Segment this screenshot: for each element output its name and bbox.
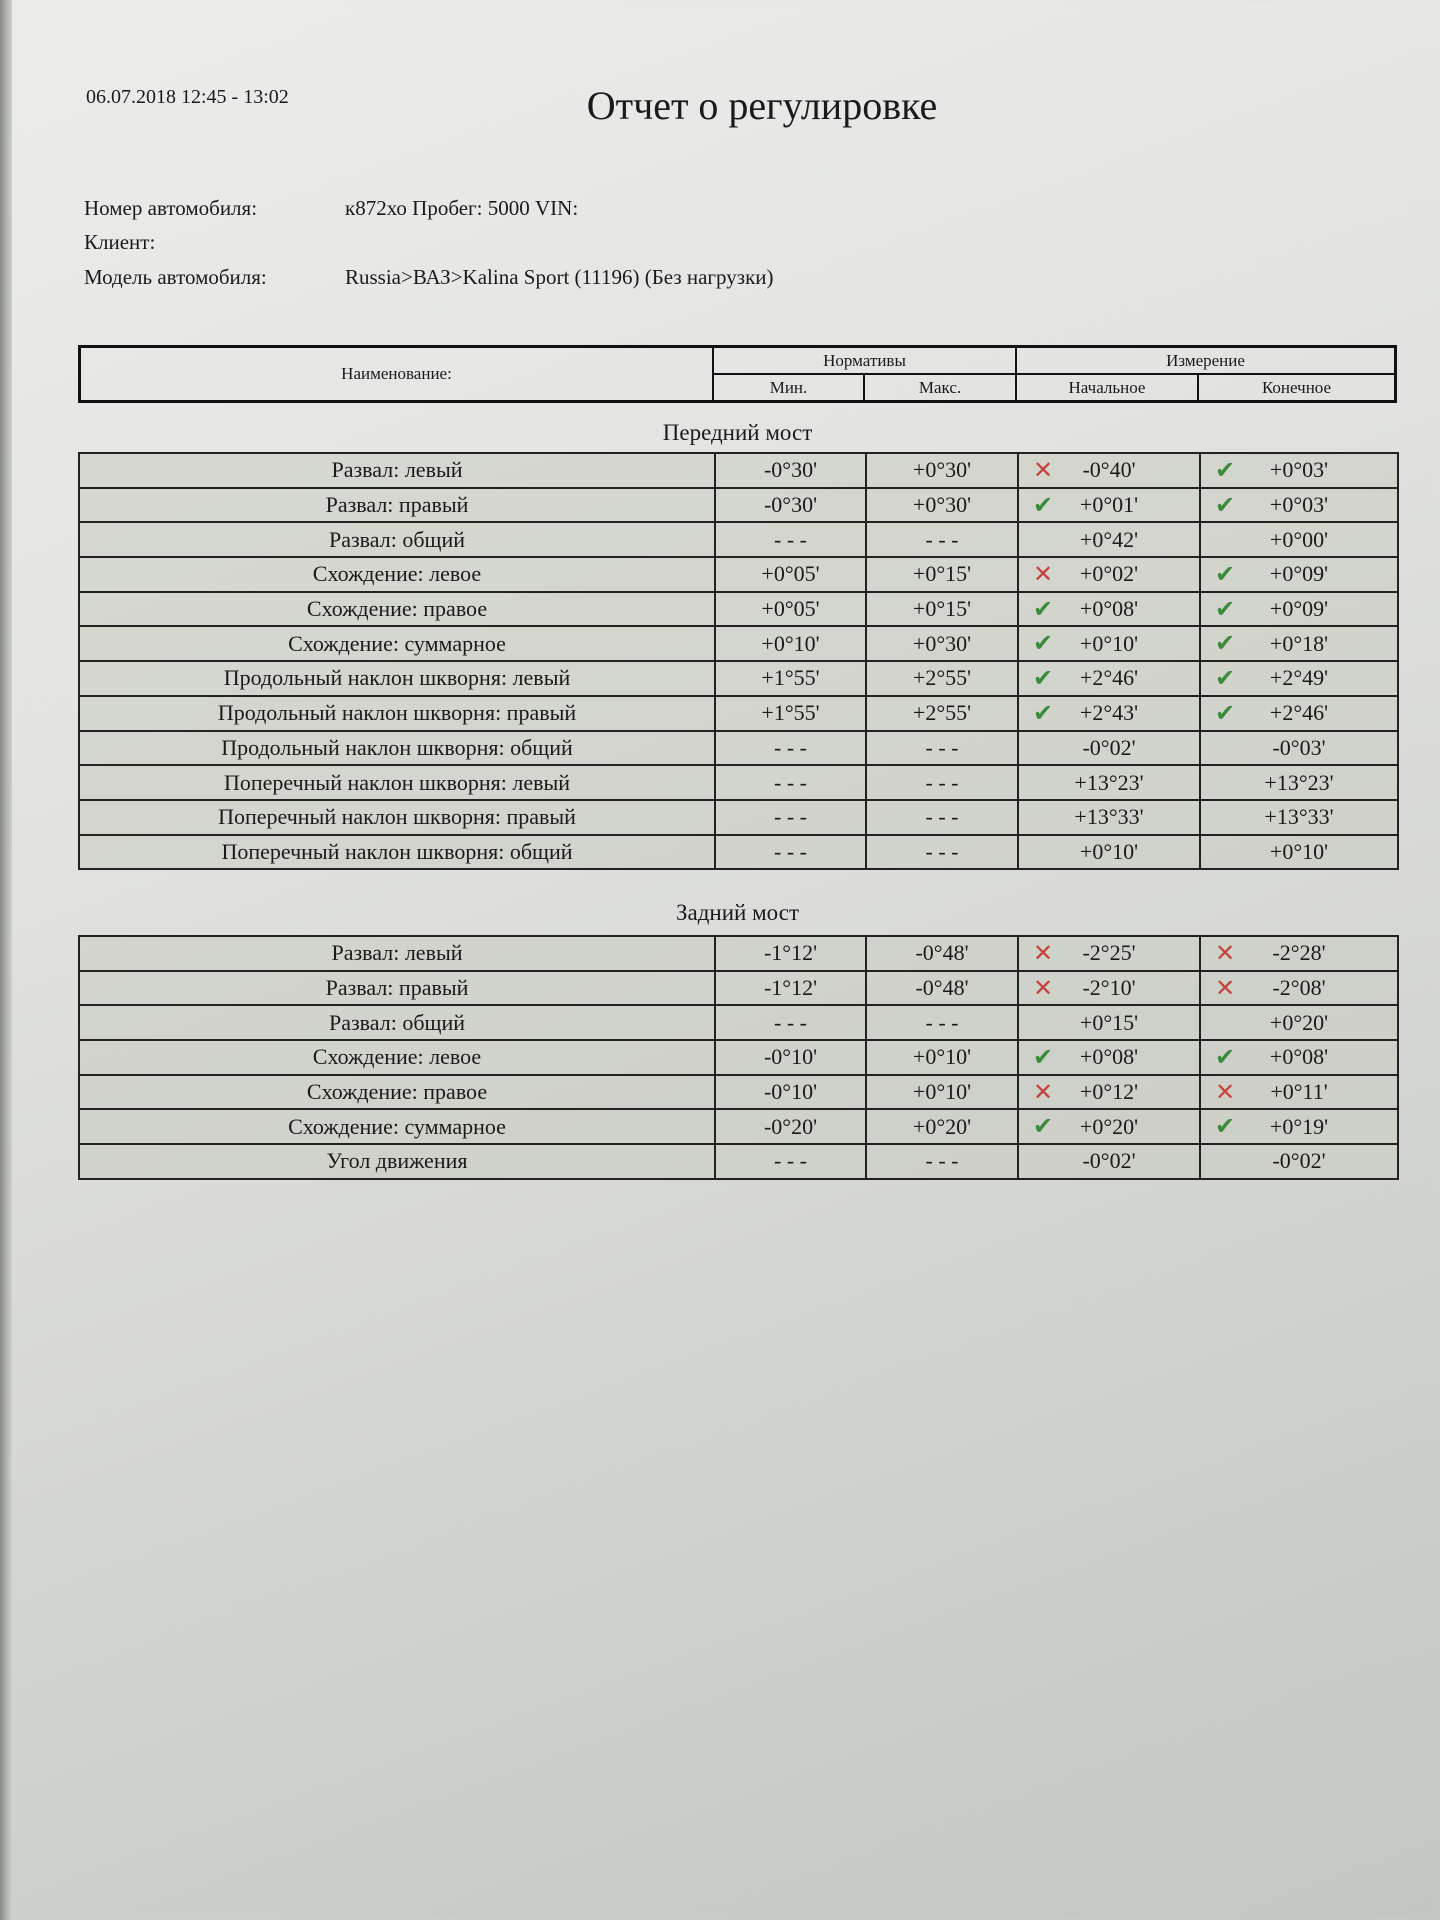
header-min: Мин. <box>714 375 865 400</box>
final-value <box>1200 971 1398 1006</box>
header-norms: Нормативы <box>714 348 1017 375</box>
final-text: +0°20' <box>1269 1009 1329 1035</box>
initial-value <box>1018 522 1200 557</box>
norm-min <box>715 522 866 557</box>
norm-min-text: - - - <box>774 734 807 760</box>
initial-text: +0°08' <box>1079 596 1139 622</box>
final-text: +0°09' <box>1269 561 1329 587</box>
table-row <box>79 453 1398 488</box>
param-name <box>79 765 715 800</box>
cross-icon: ✕ <box>1215 939 1236 967</box>
initial-value <box>1018 453 1200 488</box>
table-row <box>79 936 1398 971</box>
final-value <box>1200 835 1398 870</box>
norm-min-text: -0°20' <box>763 1113 818 1139</box>
table-row <box>79 488 1398 523</box>
initial-text: +0°42' <box>1079 526 1139 552</box>
check-icon: ✔ <box>1033 490 1054 519</box>
table-header <box>78 345 1397 403</box>
norm-max <box>866 557 1018 592</box>
initial-text: +0°12' <box>1079 1079 1139 1105</box>
param-name-text: Продольный наклон шкворня: левый <box>223 665 571 691</box>
param-name-text: Схождение: правое <box>306 596 488 622</box>
check-icon: ✔ <box>1215 1043 1236 1072</box>
norm-max <box>866 1075 1018 1110</box>
norm-min <box>715 488 866 523</box>
norm-max <box>866 592 1018 627</box>
norm-max-text: -0°48' <box>915 940 969 966</box>
header-final: Конечное <box>1261 377 1332 397</box>
param-name-text: Угол движения <box>326 1148 468 1174</box>
initial-value <box>1018 661 1200 696</box>
final-text: +0°00' <box>1269 526 1329 552</box>
initial-value <box>1018 1075 1200 1110</box>
param-name <box>79 1075 715 1110</box>
param-name <box>79 557 715 592</box>
norm-min-text: -1°12' <box>763 975 818 1001</box>
param-name-text: Схождение: правое <box>306 1079 488 1105</box>
norm-min-text: -0°30' <box>763 457 818 483</box>
final-value <box>1200 936 1398 971</box>
initial-text: +0°01' <box>1079 492 1139 518</box>
final-value <box>1200 765 1398 800</box>
norm-min <box>715 800 866 835</box>
check-icon: ✔ <box>1215 1112 1236 1141</box>
table-row <box>79 1040 1398 1075</box>
info-label: Клиент: <box>84 230 156 254</box>
table-row <box>79 731 1398 766</box>
final-value <box>1200 696 1398 731</box>
norm-min <box>715 971 866 1006</box>
norm-max-text: +0°30' <box>912 457 972 483</box>
norm-max-text: - - - <box>925 769 959 795</box>
final-value <box>1200 731 1398 766</box>
norm-max-text: +0°20' <box>912 1113 972 1139</box>
norm-max-text: - - - <box>925 1148 959 1174</box>
norm-max-text: +0°30' <box>912 492 972 518</box>
norm-max-text: - - - <box>925 734 959 760</box>
table-row <box>79 835 1398 870</box>
norm-max-text: +0°10' <box>912 1079 972 1105</box>
norm-min <box>715 453 866 488</box>
initial-text: -2°25' <box>1082 940 1136 966</box>
final-text: +0°18' <box>1269 630 1329 656</box>
final-value <box>1200 488 1398 523</box>
final-value <box>1200 800 1398 835</box>
initial-value <box>1018 971 1200 1006</box>
norm-max-text: - - - <box>925 1009 959 1035</box>
initial-text: +0°15' <box>1079 1009 1139 1035</box>
check-icon: ✔ <box>1215 456 1236 484</box>
final-value <box>1200 1109 1398 1144</box>
param-name <box>79 488 715 523</box>
norm-max <box>866 731 1018 766</box>
table-row <box>79 592 1398 627</box>
param-name <box>79 731 715 766</box>
info-value: к872хо Пробег: 5000 VIN: <box>345 196 579 220</box>
initial-value <box>1018 488 1200 523</box>
table-row <box>79 1005 1398 1040</box>
initial-value <box>1018 557 1200 592</box>
final-text: +0°10' <box>1269 838 1329 864</box>
norm-min <box>715 626 866 661</box>
param-name <box>79 971 715 1006</box>
norm-max-text: - - - <box>925 804 959 830</box>
check-icon: ✔ <box>1033 664 1054 693</box>
norm-min-text: +1°55' <box>761 700 820 726</box>
check-icon: ✔ <box>1033 1043 1054 1072</box>
final-value <box>1200 1075 1398 1110</box>
final-text: +2°46' <box>1269 700 1329 726</box>
cross-icon: ✕ <box>1215 973 1236 1002</box>
final-text: +0°03' <box>1269 492 1329 518</box>
norm-min-text: - - - <box>774 804 807 830</box>
table-row <box>79 1109 1398 1144</box>
norm-min <box>715 557 866 592</box>
param-name-text: Схождение: суммарное <box>288 1113 506 1139</box>
final-value <box>1200 626 1398 661</box>
param-name <box>79 1005 715 1040</box>
norm-min-text: -0°10' <box>763 1044 818 1070</box>
cross-icon: ✕ <box>1033 456 1054 484</box>
header-measure: Измерение <box>1017 348 1394 375</box>
info-row-client <box>84 230 155 255</box>
param-name <box>79 453 715 488</box>
param-name-text: Развал: общий <box>328 526 466 552</box>
norm-min-text: - - - <box>774 838 807 864</box>
info-value: Russia>ВАЗ>Kalina Sport (11196) (Без нагрузки) <box>345 265 774 289</box>
norm-min <box>715 731 866 766</box>
final-value <box>1200 592 1398 627</box>
initial-text: +13°33' <box>1074 804 1144 830</box>
initial-text: +2°43' <box>1079 700 1139 726</box>
param-name <box>79 936 715 971</box>
table-row <box>79 800 1398 835</box>
param-name <box>79 522 715 557</box>
final-text: -2°28' <box>1272 940 1326 966</box>
param-name <box>79 661 715 696</box>
param-name-text: Схождение: суммарное <box>288 630 506 656</box>
norm-min <box>715 1075 866 1110</box>
initial-value <box>1018 696 1200 731</box>
param-name-text: Развал: левый <box>331 940 463 966</box>
norm-max <box>866 1109 1018 1144</box>
norm-max-text: +0°10' <box>912 1044 972 1070</box>
norm-min-text: -0°30' <box>763 492 818 518</box>
initial-value <box>1018 936 1200 971</box>
report-datetime: 06.07.2018 12:45 - 13:02 <box>86 86 289 108</box>
final-text: +2°49' <box>1269 665 1329 691</box>
initial-value <box>1018 1005 1200 1040</box>
final-value <box>1200 557 1398 592</box>
initial-text: +0°20' <box>1079 1113 1139 1139</box>
final-text: +0°11' <box>1270 1079 1328 1105</box>
param-name <box>79 800 715 835</box>
norm-max-text: +0°30' <box>912 630 972 656</box>
check-icon: ✔ <box>1033 594 1054 623</box>
info-label: Модель автомобиля: <box>84 265 267 289</box>
check-icon: ✔ <box>1215 594 1236 623</box>
norm-max-text: -0°48' <box>915 975 969 1001</box>
final-text: +0°09' <box>1269 596 1329 622</box>
norm-max <box>866 1144 1018 1179</box>
norm-max <box>866 522 1018 557</box>
norm-min <box>715 1144 866 1179</box>
norm-min <box>715 661 866 696</box>
final-text: +0°03' <box>1269 457 1329 483</box>
norm-min-text: -1°12' <box>763 940 818 966</box>
param-name-text: Развал: правый <box>325 975 469 1001</box>
initial-value <box>1018 1040 1200 1075</box>
param-name-text: Поперечный наклон шкворня: левый <box>223 769 571 795</box>
table-row <box>79 971 1398 1006</box>
param-name <box>79 592 715 627</box>
header-initial: Начальное <box>1017 375 1199 400</box>
norm-max <box>866 835 1018 870</box>
param-name-text: Поперечный наклон шкворня: общий <box>221 838 573 864</box>
initial-value <box>1018 765 1200 800</box>
norm-min-text: - - - <box>774 1148 807 1174</box>
initial-value <box>1018 800 1200 835</box>
norm-max-text: +0°15' <box>912 561 972 587</box>
norm-max-text: - - - <box>925 838 959 864</box>
final-value <box>1200 661 1398 696</box>
norm-max <box>866 971 1018 1006</box>
initial-text: -0°02' <box>1082 1148 1136 1174</box>
cross-icon: ✕ <box>1033 973 1054 1002</box>
norm-max-text: +0°15' <box>912 596 972 622</box>
final-value <box>1200 522 1398 557</box>
table-row <box>79 522 1398 557</box>
norm-max <box>866 936 1018 971</box>
initial-text: +0°08' <box>1079 1044 1139 1070</box>
cross-icon: ✕ <box>1215 1077 1236 1106</box>
norm-min-text: -0°10' <box>763 1079 818 1105</box>
norm-max <box>866 800 1018 835</box>
table-row <box>79 661 1398 696</box>
section-title-front: Передний мост <box>662 420 813 445</box>
param-name-text: Схождение: левое <box>312 1044 482 1070</box>
check-icon: ✔ <box>1215 664 1236 693</box>
norm-max <box>866 453 1018 488</box>
final-value <box>1200 1040 1398 1075</box>
norm-max <box>866 765 1018 800</box>
norm-max-text: - - - <box>925 526 959 552</box>
check-icon: ✔ <box>1215 490 1236 519</box>
table-row <box>79 696 1398 731</box>
param-name <box>79 1040 715 1075</box>
initial-value <box>1018 835 1200 870</box>
param-name-text: Развал: левый <box>331 457 463 483</box>
norm-min <box>715 936 866 971</box>
norm-max <box>866 1005 1018 1040</box>
initial-value <box>1018 592 1200 627</box>
norm-min-text: - - - <box>774 526 807 552</box>
norm-min-text: +0°05' <box>761 561 820 587</box>
norm-min <box>715 696 866 731</box>
cross-icon: ✕ <box>1033 560 1054 589</box>
info-row-car-number <box>84 196 579 221</box>
initial-text: -2°10' <box>1082 975 1136 1001</box>
final-text: +0°19' <box>1269 1113 1329 1139</box>
check-icon: ✔ <box>1215 629 1236 658</box>
check-icon: ✔ <box>1033 629 1054 658</box>
norm-min <box>715 835 866 870</box>
table-row <box>79 557 1398 592</box>
initial-text: -0°40' <box>1082 457 1136 483</box>
table-row <box>79 1075 1398 1110</box>
section-title-rear: Задний мост <box>676 900 799 925</box>
norm-min-text: +0°10' <box>761 630 820 656</box>
initial-value <box>1018 1144 1200 1179</box>
norm-min <box>715 1109 866 1144</box>
param-name-text: Продольный наклон шкворня: общий <box>221 734 573 760</box>
norm-max <box>866 488 1018 523</box>
final-text: +13°33' <box>1264 804 1334 830</box>
param-name <box>79 1109 715 1144</box>
paper-edge-shadow <box>0 0 12 1920</box>
header-max: Макс. <box>865 375 1017 400</box>
norm-max-text: +2°55' <box>912 700 972 726</box>
initial-value <box>1018 626 1200 661</box>
final-text: -0°02' <box>1272 1148 1326 1174</box>
check-icon: ✔ <box>1215 560 1236 589</box>
table-row <box>79 765 1398 800</box>
param-name <box>79 835 715 870</box>
param-name-text: Развал: правый <box>325 492 469 518</box>
initial-text: +0°10' <box>1079 838 1139 864</box>
norm-min-text: +0°05' <box>761 596 820 622</box>
norm-min-text: - - - <box>774 769 807 795</box>
final-value <box>1200 1005 1398 1040</box>
param-name <box>79 696 715 731</box>
header-name: Наименование: <box>81 348 714 400</box>
initial-text: +0°02' <box>1079 561 1139 587</box>
rear-axle-table <box>78 935 1399 1180</box>
norm-max-text: +2°55' <box>912 665 972 691</box>
info-label: Номер автомобиля: <box>84 196 258 220</box>
norm-min <box>715 1005 866 1040</box>
norm-max <box>866 696 1018 731</box>
norm-min <box>715 1040 866 1075</box>
initial-text: -0°02' <box>1082 734 1136 760</box>
param-name <box>79 626 715 661</box>
final-value <box>1200 1144 1398 1179</box>
initial-value <box>1018 731 1200 766</box>
final-text: +13°23' <box>1264 769 1334 795</box>
initial-text: +0°10' <box>1079 630 1139 656</box>
info-row-car-model <box>84 265 774 290</box>
cross-icon: ✕ <box>1033 939 1054 967</box>
initial-text: +2°46' <box>1079 665 1139 691</box>
norm-max <box>866 1040 1018 1075</box>
param-name <box>79 1144 715 1179</box>
front-axle-table <box>78 452 1399 870</box>
norm-max <box>866 626 1018 661</box>
norm-max <box>866 661 1018 696</box>
norm-min-text: - - - <box>774 1009 807 1035</box>
cross-icon: ✕ <box>1033 1077 1054 1106</box>
param-name-text: Схождение: левое <box>312 561 482 587</box>
initial-text: +13°23' <box>1074 769 1144 795</box>
check-icon: ✔ <box>1033 698 1054 727</box>
check-icon: ✔ <box>1215 698 1236 727</box>
table-row <box>79 1144 1398 1179</box>
param-name-text: Развал: общий <box>328 1009 466 1035</box>
initial-value <box>1018 1109 1200 1144</box>
final-text: -0°03' <box>1272 734 1326 760</box>
norm-min-text: +1°55' <box>761 665 820 691</box>
final-value <box>1200 453 1398 488</box>
final-text: +0°08' <box>1269 1044 1329 1070</box>
norm-min <box>715 592 866 627</box>
param-name-text: Продольный наклон шкворня: правый <box>217 700 577 726</box>
final-text: -2°08' <box>1272 975 1326 1001</box>
table-row <box>79 626 1398 661</box>
check-icon: ✔ <box>1033 1112 1054 1141</box>
param-name-text: Поперечный наклон шкворня: правый <box>218 804 576 830</box>
page-title: Отчет о регулировке <box>586 83 938 128</box>
norm-min <box>715 765 866 800</box>
